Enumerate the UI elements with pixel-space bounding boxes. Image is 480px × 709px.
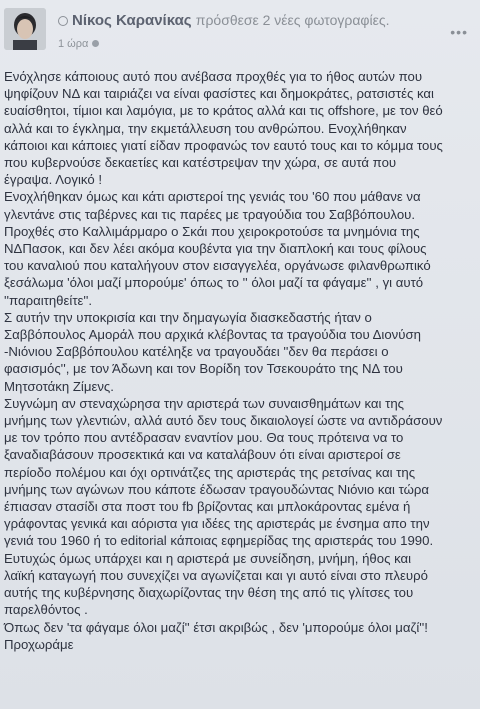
post-text-line: περίοδο πολέμου και όχι ορτινάτζες της αριστεράς της ρετσίνας και της [4,464,416,480]
post-text-line: ξεσάλωμα 'όλοι μαζί μπορούμε' όπως το '' όλοι μαζί τα φάγαμε'' , γι αυτό [4,275,424,291]
more-options-icon[interactable]: ••• [450,24,468,40]
post-text-line: Ευτυχώς όμως υπάρχει και η αριστερά με συνείδηση, μνήμη, ήθος και [4,550,412,566]
author-line [58,12,389,29]
privacy-icon[interactable] [92,40,99,47]
post-text-line: ευαίσθητοι, τίμιοι και λαμόγια, με το κράτος αλλά και τις offshore, με τον θεό [4,103,443,119]
post-action: πρόσθεσε 2 νέες φωτογραφίες. [195,12,390,28]
post-text-line: έπιασαν στασίδι στα ποστ του fb βρίζοντας και μπλοκάροντας εμένα ή [4,499,411,515]
post-header [4,8,474,60]
post-text-line: Προχωράμε [4,636,74,652]
post-text-line: γενιά του 1960 ή το editorial κάποιας εφημερίδας της αριστεράς του 1990. [4,533,434,549]
post-text-line: κάποιοι και κάποιες γιατί είδαν προφανώς τον εαυτό τους και το κόμμα τους [4,137,443,153]
post-text-line: -Νιόνιου Σαββόπουλου κατέληξε να τραγουδάει ''δεν θα περάσει ο [4,344,389,360]
post-text-line: παρελθόντος . [4,602,88,618]
post-text-line: ''παραιτηθείτε''. [4,292,93,308]
post-timestamp[interactable]: 1 ώρα [58,38,89,50]
post-text-line: Προχθές στο Καλλιμάρμαρο ο Σκάι που χειροκροτούσε τα μνημόνια της [4,223,420,239]
post-meta [58,38,99,50]
post-text-line: μνήμης των αγώνων που κάποτε έδωσαν τραγουδώντας Νιόνιο και τώρα [4,481,430,497]
post-text-line: με τον τρόπο που αντέδρασαν εναντίον μου. Θα τους πρότεινα να το [4,430,404,446]
avatar-portrait-icon [4,8,46,50]
post-text-line: έγραψα. Λογικό ! [4,172,102,188]
globe-icon [58,16,68,26]
post-text-line: του καναλιού που καταλήγουν στον εισαγγελέα, οργάνωσε φιλανθρωπικό [4,258,431,274]
post-text-line: Όπως δεν 'τα φάγαμε όλοι μαζί'' έτσι ακριβώς , δεν 'μπορούμε όλοι μαζί''! [4,619,428,635]
post-text-line: ψηφίζουν ΝΔ και ταιριάζει να είναι φασίστες και δημοκράτες, ρατσιστές και [4,86,434,102]
post-text-line: γλεντάνε στις ταβέρνες και τις παρέες με τραγούδια του Σαββόπουλου. [4,206,416,222]
post-text-line: Ενόχλησε κάποιους αυτό που ανέβασα προχθές για το ήθος αυτών που [4,69,423,84]
author-avatar[interactable] [4,8,46,50]
post-text-line: αυτής της κυβέρνησης διαχωρίζοντας την θέση της από τις γλίτσες του [4,585,414,601]
post-text-line: φασισμός'', με τον Άδωνη και τον Βορίδη τον Τσεκουράτο της ΝΔ του [4,361,403,377]
post-text-line: λαϊκή καταγωγή που συνεχίζει να αγωνίζεται και γι αυτό είναι στο πλευρό [4,567,428,583]
author-name[interactable]: Νίκος Καρανίκας [72,12,192,29]
post-text-line: Σαββόπουλος Αμοράλ που αρχικά κλέβοντας τα τραγούδια του Διονύση [4,327,421,343]
post-text-line: Συγνώμη αν στεναχώρησα την αριστερά των συναισθημάτων και της [4,395,405,411]
post-text-line: Ενοχλήθηκαν όμως και κάτι αριστεροί της γενιάς του '60 που μάθανε να [4,189,421,205]
post-text-line: μνήμης των γλεντιών, αλλά αυτό δεν τους δικαιολογεί ώστε να αντιδράσουν [4,413,443,429]
post-text-line: Μητσοτάκη Ζίμενς. [4,378,114,394]
post-body [4,68,472,653]
post-text-line: που κυβερνούσε δεκαετίες και κατέστρεψαν την χώρα, σε αυτά που [4,155,397,171]
post-text-line: Σ αυτήν την υποκρισία και την δημαγωγία διασκεδαστής ήταν ο [4,309,372,325]
post-text-line: ΝΔΠασοκ, και δεν λέει ακόμα κουβέντα για την διαπλοκή και τους φίλους [4,241,427,257]
post-text-line: αλλά και το έγκλημα, την εκμετάλλευση του ανθρώπου. Ενοχλήθηκαν [4,120,407,136]
post-text-line: ξαναδιαβάσουν προσεκτικά και να καταλάβουν ότι είναι αριστεροί σε [4,447,401,463]
post-text-line: γράφοντας γενικά και αόριστα για ιδέες της αριστεράς με ένσημα απο την [4,516,430,532]
